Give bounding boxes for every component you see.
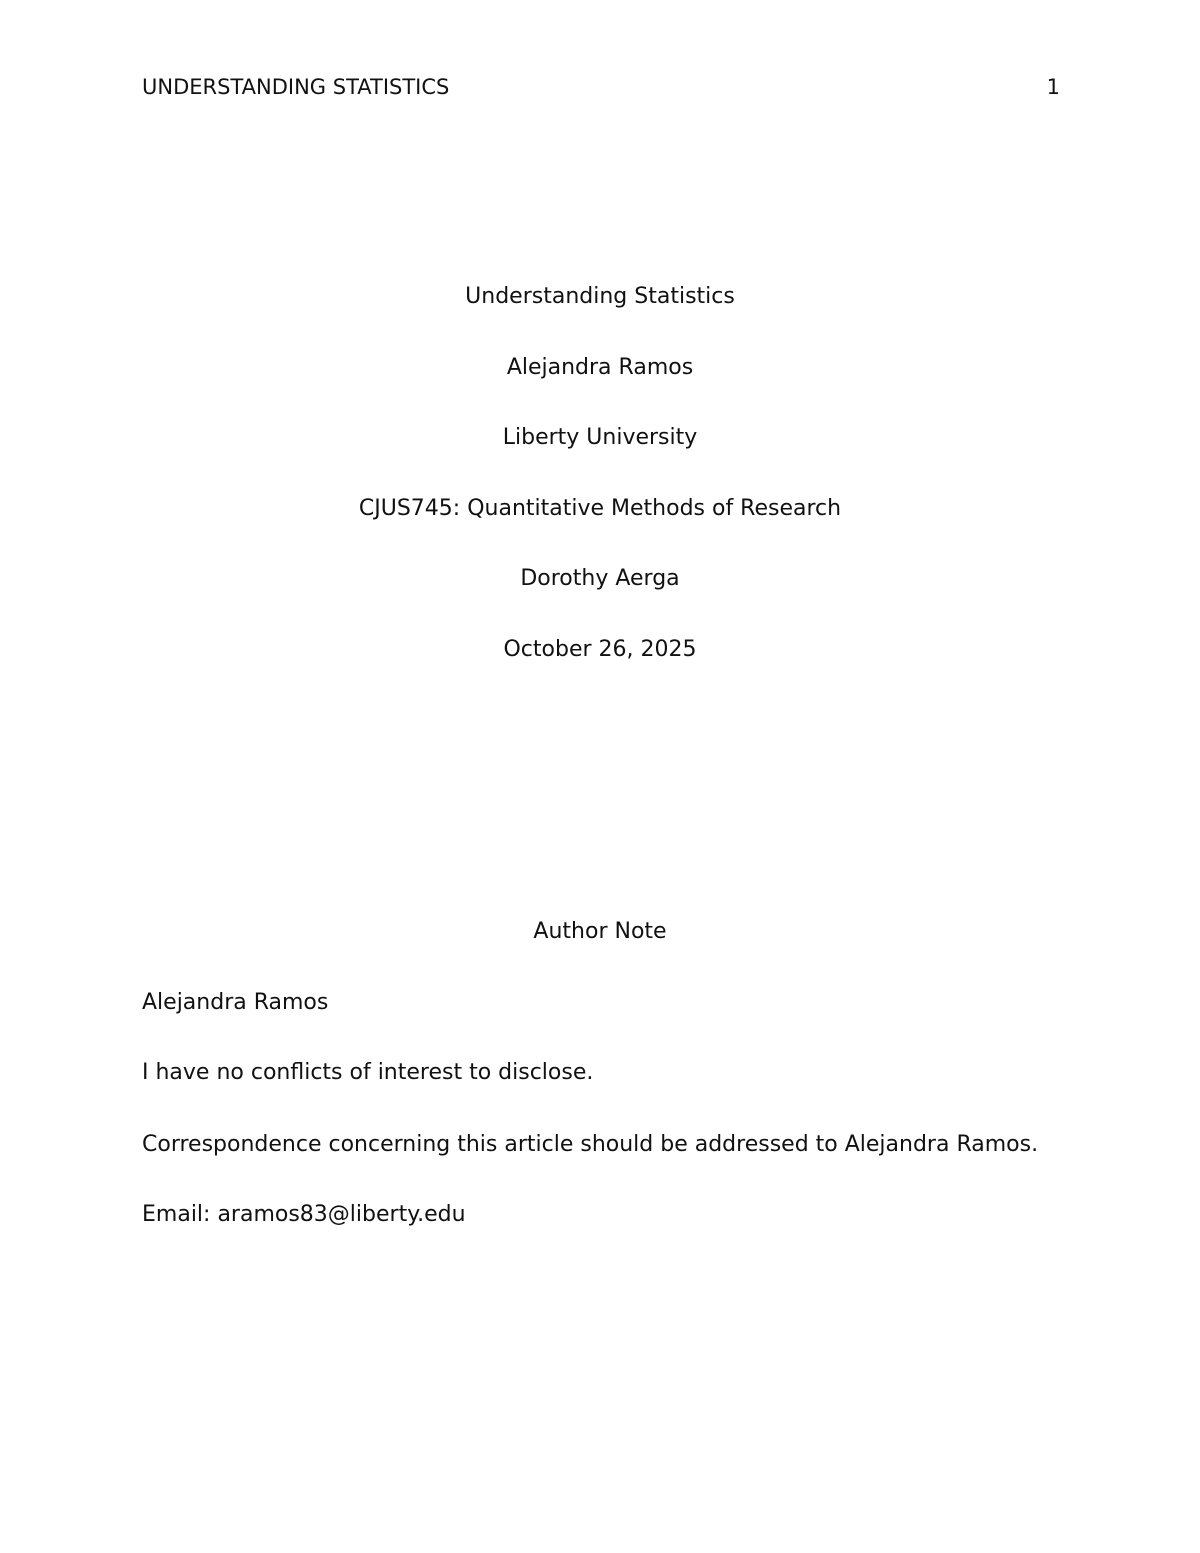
author-note-section (142, 917, 1058, 1270)
author-name: Alejandra Ramos (506, 354, 694, 380)
conflict-statement: I have no conflicts of interest to disclose. (142, 1060, 594, 1086)
page-number: 1 (1046, 75, 1060, 99)
title-block (142, 282, 1058, 706)
paper-title: Understanding Statistics (465, 284, 735, 309)
author-note-name: Alejandra Ramos (142, 989, 329, 1015)
author-note-heading: Author Note (533, 919, 667, 944)
correspondence-statement: Correspondence concerning this article should be addressed to Alejandra Ramos. (142, 1131, 1039, 1157)
course-name: CJUS745: Quantitative Methods of Research (358, 495, 842, 521)
submission-date: October 26, 2025 (503, 636, 697, 662)
author-email: Email: aramos83@liberty.edu (142, 1201, 466, 1227)
running-head: UNDERSTANDING STATISTICS (142, 75, 450, 99)
page-header (142, 72, 1060, 102)
institution: Liberty University (502, 425, 698, 451)
instructor-name: Dorothy Aerga (520, 566, 680, 592)
